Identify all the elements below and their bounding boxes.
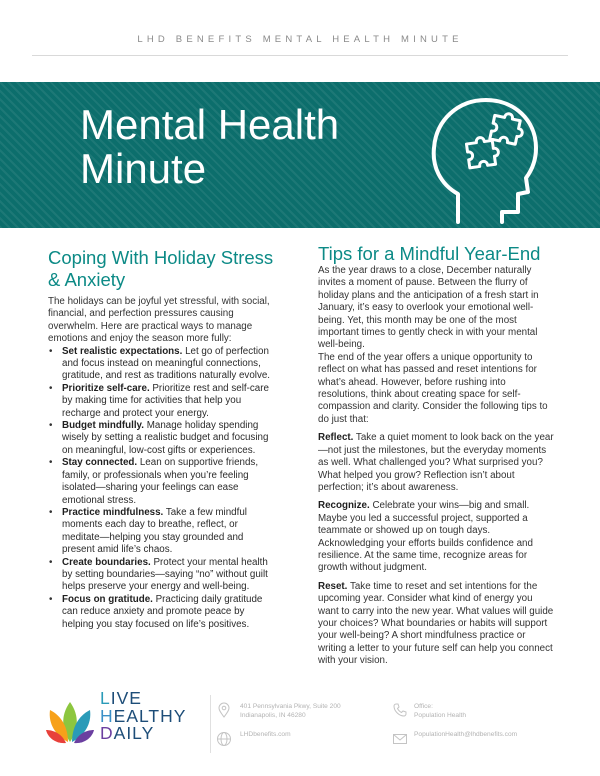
website-link[interactable]: LHDbenefits.com: [240, 731, 291, 738]
list-item-text: Manage holiday spending wisely by setting a realistic budget and focusing on meaningful, low-cost gifts or experiences.: [62, 420, 269, 456]
logo-initial: L: [100, 688, 111, 708]
right-intro-1: As the year draws to a close, December naturally invites a moment of pause. Between the flurry of holiday plans and the anticipation of a fresh start in January, it’s easy to overlook your emotional well-being. Yet, this month may be one of the most important times to gently check in with your mental well-being.: [318, 265, 539, 351]
tip-text: Celebrate your wins—big and small. Maybe you led a successful project, supported a teammate or showed up on tough days. Acknowledging your efforts builds confidence and resilience. At the same time, recognize areas for growth without judgment.: [318, 500, 533, 574]
tip-text: Take time to reset and set intentions for the upcoming year. Consider what kind of energy you want to carry into the new year. What values will guide your choices? What boundaries or habits will support your well-being? A short mindfulness practice or writing a letter to your future self can help you connect with your vision.: [318, 580, 554, 667]
list-item-label: Set realistic expectations.: [62, 345, 183, 357]
list-item: [48, 507, 274, 557]
logo-initial: D: [100, 723, 114, 743]
logo-rest: AILY: [113, 723, 155, 743]
location-pin-icon: [216, 702, 232, 718]
tip-reflect: [318, 432, 554, 494]
logo-rest: EALTHY: [113, 705, 187, 726]
live-healthy-daily-logo: [44, 688, 194, 750]
logo-wordmark: [100, 690, 186, 743]
list-item: [48, 594, 274, 631]
title-line-1: Mental Health: [80, 101, 340, 148]
list-item: [48, 346, 274, 383]
address-line-1: 401 Pennsylvania Pkwy, Suite 200: [240, 703, 341, 710]
list-item-text: Protect your mental health by setting boundaries—saying “no” without guilt helps preserve your energy and well-being.: [62, 556, 268, 593]
tip-label: Reset.: [318, 580, 348, 592]
right-column: [318, 243, 554, 674]
coping-tips-list: [48, 346, 274, 631]
tip-label: Recognize.: [318, 500, 370, 512]
phone-icon: [392, 702, 408, 718]
left-column: [48, 247, 274, 631]
list-item-label: Budget mindfully.: [62, 420, 144, 432]
list-item-label: Practice mindfulness.: [62, 506, 164, 518]
tip-recognize: [318, 500, 554, 574]
left-intro: The holidays can be joyful yet stressful, with social, financial, and perfection pressures causing overwhelm. Here are practical ways to manage emotions and enjoy the season more fully:: [48, 296, 270, 345]
list-item: [48, 457, 274, 507]
logo-line-daily: [100, 725, 186, 743]
footer-divider: [210, 695, 211, 753]
list-item-text: Lean on supportive friends, family, or professionals when you’re feeling isolated—sharing your feelings can ease emotional stress.: [62, 457, 259, 506]
list-item-label: Create boundaries.: [62, 556, 151, 568]
list-item-label: Prioritize self-care.: [62, 382, 150, 394]
tip-reset: [318, 581, 554, 668]
header-divider: [32, 55, 568, 56]
title-line-2: Minute: [80, 145, 207, 192]
logo-initial: H: [100, 705, 114, 726]
left-column-title: Coping With Holiday Stress & Anxiety: [48, 247, 274, 290]
address: [240, 703, 341, 720]
office-value: Population Health: [414, 711, 467, 719]
list-item: [48, 557, 274, 594]
right-column-title: Tips for a Mindful Year-End: [318, 243, 541, 264]
list-item: [48, 383, 274, 420]
right-intro-2: The end of the year offers a unique opportunity to reflect on what has passed and reset intentions for what’s ahead. However, before rushing into resolutions, think about creating space for self-compassion and clarity. Consider the following tips to do just that:: [318, 351, 548, 425]
list-item-text: Prioritize rest and self-care by making time for activities that help you recharge and protect your energy.: [62, 382, 269, 419]
tip-text: Take a quiet moment to look back on the year—not just the milestones, but the everyday moments as well. What challenged you? What surprised you? What helped you grow? Reflection isn’t about perfection; it’s about awareness.: [318, 432, 554, 493]
address-line-2: Indianapolis, IN 46280: [240, 711, 306, 719]
tip-label: Reflect.: [318, 432, 354, 444]
page-title: [80, 103, 440, 191]
list-item-label: Focus on gratitude.: [62, 593, 153, 605]
list-item: [48, 420, 274, 457]
list-item-text: Let go of perfection and focus instead on meaningful connections, gratitude, and rest as traditions naturally evolve.: [62, 345, 271, 382]
page-header-label: LHD BENEFITS MENTAL HEALTH MINUTE: [137, 34, 463, 45]
head-puzzle-icon: [422, 90, 552, 226]
globe-icon: [216, 731, 232, 747]
email-link[interactable]: PopulationHealth@lhdbenefits.com: [414, 731, 518, 738]
leaf-logo-icon: [44, 690, 96, 746]
list-item-text: Practicing daily gratitude can reduce anxiety and promote peace by helping you stay focused on life’s positives.: [62, 593, 263, 630]
envelope-icon: [392, 731, 408, 747]
office-info: [414, 703, 466, 720]
list-item-label: Stay connected.: [62, 457, 138, 469]
list-item-text: Take a few mindful moments each day to breathe, reflect, or meditate—helping you stay grounded and present amid life’s chaos.: [62, 506, 247, 556]
office-label: Office:: [414, 703, 433, 710]
logo-rest: IVE: [110, 688, 142, 708]
